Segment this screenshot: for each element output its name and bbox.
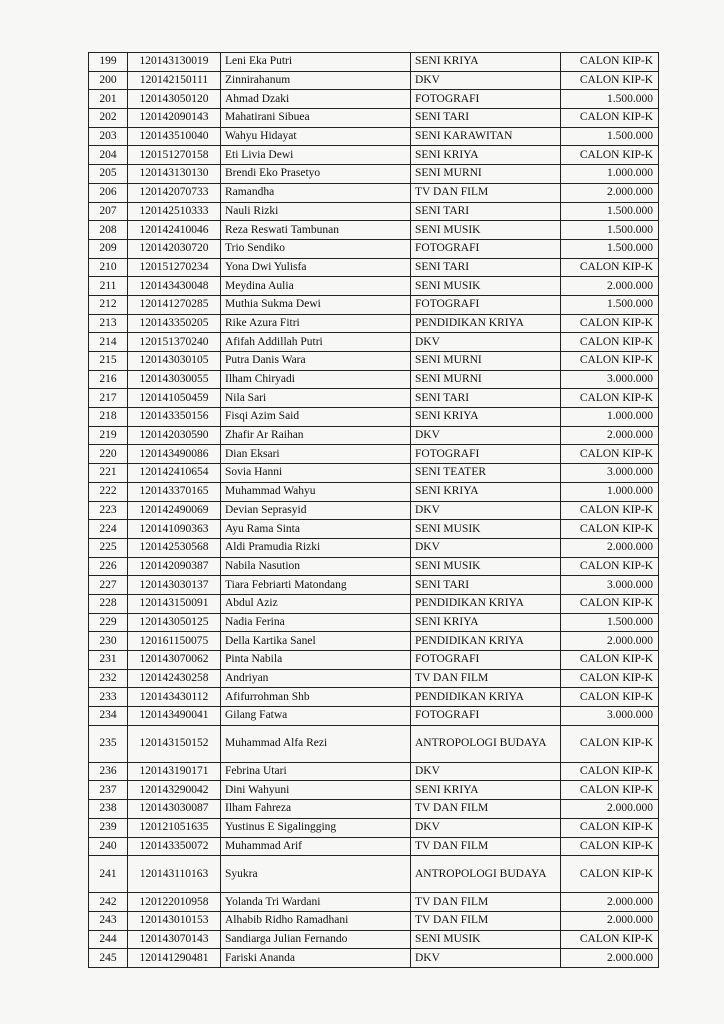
row-number-cell: 215 (89, 352, 128, 371)
table-row (89, 352, 659, 371)
program-cell: FOTOGRAFI (411, 295, 561, 314)
program-cell: SENI TEATER (411, 464, 561, 483)
student-id-cell: 120142490069 (128, 501, 221, 520)
amount-cell: 1.500.000 (561, 221, 659, 240)
amount-cell: 3.000.000 (561, 707, 659, 726)
program-cell: SENI KRIYA (411, 613, 561, 632)
amount-cell: CALON KIP-K (561, 557, 659, 576)
student-id-cell: 120141050459 (128, 389, 221, 408)
student-name-cell: Ahmad Dzaki (221, 90, 411, 109)
student-name-cell: Ayu Rama Sinta (221, 520, 411, 539)
student-id-cell: 120143430048 (128, 277, 221, 296)
program-cell: SENI MUSIK (411, 277, 561, 296)
student-id-cell: 120143490086 (128, 445, 221, 464)
table-row (89, 651, 659, 670)
row-number-cell: 201 (89, 90, 128, 109)
row-number-cell: 241 (89, 856, 128, 893)
student-id-cell: 120143110163 (128, 856, 221, 893)
student-name-cell: Muhammad Arif (221, 837, 411, 856)
row-number-cell: 238 (89, 800, 128, 819)
row-number-cell: 204 (89, 146, 128, 165)
row-number-cell: 244 (89, 930, 128, 949)
student-name-cell: Yolanda Tri Wardani (221, 893, 411, 912)
student-id-cell: 120151370240 (128, 333, 221, 352)
row-number-cell: 205 (89, 165, 128, 184)
student-name-cell: Dian Eksari (221, 445, 411, 464)
student-id-cell: 120143290042 (128, 781, 221, 800)
student-name-cell: Febrina Utari (221, 762, 411, 781)
student-id-cell: 120143350156 (128, 408, 221, 427)
student-id-cell: 120122010958 (128, 893, 221, 912)
table-row (89, 576, 659, 595)
program-cell: TV DAN FILM (411, 800, 561, 819)
program-cell: FOTOGRAFI (411, 90, 561, 109)
row-number-cell: 221 (89, 464, 128, 483)
amount-cell: 1.500.000 (561, 239, 659, 258)
table-row (89, 146, 659, 165)
program-cell: SENI MUSIK (411, 221, 561, 240)
row-number-cell: 216 (89, 370, 128, 389)
table-row (89, 725, 659, 762)
student-id-cell: 120143350205 (128, 314, 221, 333)
program-cell: FOTOGRAFI (411, 239, 561, 258)
student-id-cell: 120143130019 (128, 53, 221, 72)
amount-cell: 2.000.000 (561, 538, 659, 557)
student-id-cell: 120151270158 (128, 146, 221, 165)
amount-cell: 2.000.000 (561, 277, 659, 296)
table-row (89, 707, 659, 726)
student-id-cell: 120142430258 (128, 669, 221, 688)
table-row (89, 800, 659, 819)
table-row (89, 538, 659, 557)
row-number-cell: 218 (89, 408, 128, 427)
table-row (89, 445, 659, 464)
amount-cell: CALON KIP-K (561, 688, 659, 707)
amount-cell: CALON KIP-K (561, 109, 659, 128)
student-name-cell: Aldi Pramudia Rizki (221, 538, 411, 557)
program-cell: DKV (411, 333, 561, 352)
table-row (89, 370, 659, 389)
row-number-cell: 212 (89, 295, 128, 314)
student-id-cell: 120142150111 (128, 71, 221, 90)
row-number-cell: 202 (89, 109, 128, 128)
program-cell: SENI MUSIK (411, 557, 561, 576)
amount-cell: CALON KIP-K (561, 930, 659, 949)
amount-cell: 1.500.000 (561, 90, 659, 109)
row-number-cell: 245 (89, 949, 128, 968)
student-name-cell: Devian Seprasyid (221, 501, 411, 520)
program-cell: DKV (411, 71, 561, 90)
row-number-cell: 222 (89, 482, 128, 501)
row-number-cell: 229 (89, 613, 128, 632)
row-number-cell: 239 (89, 818, 128, 837)
student-name-cell: Ilham Fahreza (221, 800, 411, 819)
student-name-cell: Yona Dwi Yulisfa (221, 258, 411, 277)
amount-cell: CALON KIP-K (561, 71, 659, 90)
student-table (88, 52, 659, 968)
amount-cell: 1.000.000 (561, 165, 659, 184)
student-name-cell: Zinnirahanum (221, 71, 411, 90)
student-name-cell: Muhammad Wahyu (221, 482, 411, 501)
student-name-cell: Nabila Nasution (221, 557, 411, 576)
amount-cell: CALON KIP-K (561, 818, 659, 837)
row-number-cell: 237 (89, 781, 128, 800)
program-cell: SENI TARI (411, 202, 561, 221)
row-number-cell: 211 (89, 277, 128, 296)
amount-cell: CALON KIP-K (561, 594, 659, 613)
student-name-cell: Syukra (221, 856, 411, 893)
program-cell: SENI TARI (411, 109, 561, 128)
student-id-cell: 120151270234 (128, 258, 221, 277)
row-number-cell: 234 (89, 707, 128, 726)
table-row (89, 333, 659, 352)
student-id-cell: 120143130130 (128, 165, 221, 184)
student-name-cell: Sovia Hanni (221, 464, 411, 483)
amount-cell: 3.000.000 (561, 370, 659, 389)
table-row (89, 53, 659, 72)
student-name-cell: Pinta Nabila (221, 651, 411, 670)
table-row (89, 90, 659, 109)
student-id-cell: 120142090143 (128, 109, 221, 128)
row-number-cell: 235 (89, 725, 128, 762)
student-name-cell: Ilham Chiryadi (221, 370, 411, 389)
table-row (89, 856, 659, 893)
amount-cell: CALON KIP-K (561, 333, 659, 352)
table-row (89, 464, 659, 483)
row-number-cell: 206 (89, 183, 128, 202)
student-name-cell: Afifah Addillah Putri (221, 333, 411, 352)
table-row (89, 426, 659, 445)
student-name-cell: Eti Livia Dewi (221, 146, 411, 165)
amount-cell: 1.500.000 (561, 613, 659, 632)
program-cell: DKV (411, 426, 561, 445)
amount-cell: CALON KIP-K (561, 837, 659, 856)
student-id-cell: 120143150091 (128, 594, 221, 613)
program-cell: SENI KRIYA (411, 53, 561, 72)
row-number-cell: 242 (89, 893, 128, 912)
student-name-cell: Fisqi Azim Said (221, 408, 411, 427)
row-number-cell: 199 (89, 53, 128, 72)
amount-cell: 1.500.000 (561, 127, 659, 146)
student-id-cell: 120143030055 (128, 370, 221, 389)
student-name-cell: Fariski Ananda (221, 949, 411, 968)
student-id-cell: 120143030105 (128, 352, 221, 371)
amount-cell: 1.000.000 (561, 482, 659, 501)
amount-cell: 1.000.000 (561, 408, 659, 427)
student-id-cell: 120142530568 (128, 538, 221, 557)
program-cell: DKV (411, 818, 561, 837)
amount-cell: 1.500.000 (561, 202, 659, 221)
program-cell: SENI MUSIK (411, 930, 561, 949)
student-id-cell: 120143190171 (128, 762, 221, 781)
student-name-cell: Nadia Ferina (221, 613, 411, 632)
table-row (89, 893, 659, 912)
table-row (89, 837, 659, 856)
student-name-cell: Dini Wahyuni (221, 781, 411, 800)
amount-cell: 3.000.000 (561, 464, 659, 483)
row-number-cell: 200 (89, 71, 128, 90)
program-cell: FOTOGRAFI (411, 445, 561, 464)
program-cell: SENI TARI (411, 576, 561, 595)
student-id-cell: 120143350072 (128, 837, 221, 856)
table-row (89, 239, 659, 258)
amount-cell: 3.000.000 (561, 576, 659, 595)
amount-cell: 1.500.000 (561, 295, 659, 314)
amount-cell: 2.000.000 (561, 911, 659, 930)
program-cell: FOTOGRAFI (411, 651, 561, 670)
student-name-cell: Putra Danis Wara (221, 352, 411, 371)
student-name-cell: Reza Reswati Tambunan (221, 221, 411, 240)
table-row (89, 762, 659, 781)
student-id-cell: 120143490041 (128, 707, 221, 726)
table-row (89, 501, 659, 520)
student-name-cell: Meydina Aulia (221, 277, 411, 296)
program-cell: PENDIDIKAN KRIYA (411, 594, 561, 613)
row-number-cell: 243 (89, 911, 128, 930)
student-name-cell: Zhafir Ar Raihan (221, 426, 411, 445)
table-row (89, 594, 659, 613)
program-cell: TV DAN FILM (411, 911, 561, 930)
row-number-cell: 231 (89, 651, 128, 670)
table-row (89, 408, 659, 427)
student-id-cell: 120143430112 (128, 688, 221, 707)
amount-cell: CALON KIP-K (561, 258, 659, 277)
row-number-cell: 232 (89, 669, 128, 688)
row-number-cell: 228 (89, 594, 128, 613)
amount-cell: 2.000.000 (561, 800, 659, 819)
amount-cell: CALON KIP-K (561, 501, 659, 520)
student-id-cell: 120141270285 (128, 295, 221, 314)
student-name-cell: Nauli Rizki (221, 202, 411, 221)
program-cell: SENI KRIYA (411, 781, 561, 800)
student-name-cell: Mahatirani Sibuea (221, 109, 411, 128)
amount-cell: 2.000.000 (561, 949, 659, 968)
table-row (89, 127, 659, 146)
student-name-cell: Afifurrohman Shb (221, 688, 411, 707)
program-cell: DKV (411, 501, 561, 520)
row-number-cell: 225 (89, 538, 128, 557)
student-id-cell: 120143030087 (128, 800, 221, 819)
student-id-cell: 120161150075 (128, 632, 221, 651)
student-name-cell: Rike Azura Fitri (221, 314, 411, 333)
row-number-cell: 219 (89, 426, 128, 445)
student-name-cell: Della Kartika Sanel (221, 632, 411, 651)
row-number-cell: 233 (89, 688, 128, 707)
program-cell: SENI TARI (411, 258, 561, 277)
table-row (89, 109, 659, 128)
student-name-cell: Andriyan (221, 669, 411, 688)
program-cell: TV DAN FILM (411, 837, 561, 856)
amount-cell: CALON KIP-K (561, 781, 659, 800)
student-name-cell: Gilang Fatwa (221, 707, 411, 726)
student-name-cell: Muhammad Alfa Rezi (221, 725, 411, 762)
student-name-cell: Muthia Sukma Dewi (221, 295, 411, 314)
student-id-cell: 120143510040 (128, 127, 221, 146)
student-id-cell: 120142070733 (128, 183, 221, 202)
table-body (89, 53, 659, 968)
table-row (89, 221, 659, 240)
student-id-cell: 120143030137 (128, 576, 221, 595)
program-cell: TV DAN FILM (411, 183, 561, 202)
table-row (89, 930, 659, 949)
row-number-cell: 207 (89, 202, 128, 221)
amount-cell: CALON KIP-K (561, 53, 659, 72)
program-cell: SENI MURNI (411, 165, 561, 184)
amount-cell: CALON KIP-K (561, 762, 659, 781)
amount-cell: 2.000.000 (561, 632, 659, 651)
program-cell: DKV (411, 762, 561, 781)
table-row (89, 165, 659, 184)
student-name-cell: Ramandha (221, 183, 411, 202)
table-row (89, 277, 659, 296)
program-cell: PENDIDIKAN KRIYA (411, 688, 561, 707)
row-number-cell: 209 (89, 239, 128, 258)
amount-cell: CALON KIP-K (561, 146, 659, 165)
student-id-cell: 120142030590 (128, 426, 221, 445)
student-id-cell: 120143070143 (128, 930, 221, 949)
program-cell: DKV (411, 538, 561, 557)
student-id-cell: 120142510333 (128, 202, 221, 221)
program-cell: ANTROPOLOGI BUDAYA (411, 856, 561, 893)
program-cell: PENDIDIKAN KRIYA (411, 632, 561, 651)
table-row (89, 389, 659, 408)
student-id-cell: 120121051635 (128, 818, 221, 837)
table-row (89, 314, 659, 333)
program-cell: DKV (411, 949, 561, 968)
row-number-cell: 230 (89, 632, 128, 651)
student-name-cell: Sandiarga Julian Fernando (221, 930, 411, 949)
student-id-cell: 120143370165 (128, 482, 221, 501)
student-name-cell: Abdul Aziz (221, 594, 411, 613)
student-id-cell: 120142090387 (128, 557, 221, 576)
student-name-cell: Tiara Febriarti Matondang (221, 576, 411, 595)
amount-cell: CALON KIP-K (561, 352, 659, 371)
row-number-cell: 210 (89, 258, 128, 277)
table-row (89, 520, 659, 539)
student-id-cell: 120142410654 (128, 464, 221, 483)
table-row (89, 949, 659, 968)
row-number-cell: 227 (89, 576, 128, 595)
table-row (89, 295, 659, 314)
amount-cell: CALON KIP-K (561, 389, 659, 408)
program-cell: SENI TARI (411, 389, 561, 408)
table-row (89, 613, 659, 632)
student-id-cell: 120143010153 (128, 911, 221, 930)
amount-cell: CALON KIP-K (561, 669, 659, 688)
row-number-cell: 220 (89, 445, 128, 464)
table-row (89, 781, 659, 800)
table-row (89, 482, 659, 501)
program-cell: SENI KRIYA (411, 146, 561, 165)
table-row (89, 688, 659, 707)
row-number-cell: 213 (89, 314, 128, 333)
student-name-cell: Wahyu Hidayat (221, 127, 411, 146)
amount-cell: 2.000.000 (561, 183, 659, 202)
row-number-cell: 217 (89, 389, 128, 408)
row-number-cell: 236 (89, 762, 128, 781)
row-number-cell: 223 (89, 501, 128, 520)
amount-cell: CALON KIP-K (561, 725, 659, 762)
row-number-cell: 203 (89, 127, 128, 146)
student-id-cell: 120142030720 (128, 239, 221, 258)
student-name-cell: Trio Sendiko (221, 239, 411, 258)
program-cell: ANTROPOLOGI BUDAYA (411, 725, 561, 762)
table-row (89, 71, 659, 90)
student-id-cell: 120141290481 (128, 949, 221, 968)
amount-cell: CALON KIP-K (561, 445, 659, 464)
program-cell: TV DAN FILM (411, 669, 561, 688)
student-id-cell: 120143070062 (128, 651, 221, 670)
amount-cell: 2.000.000 (561, 426, 659, 445)
student-id-cell: 120143150152 (128, 725, 221, 762)
amount-cell: CALON KIP-K (561, 520, 659, 539)
program-cell: SENI KRIYA (411, 482, 561, 501)
row-number-cell: 214 (89, 333, 128, 352)
amount-cell: CALON KIP-K (561, 314, 659, 333)
amount-cell: CALON KIP-K (561, 651, 659, 670)
student-id-cell: 120143050125 (128, 613, 221, 632)
student-name-cell: Yustinus E Sigalingging (221, 818, 411, 837)
student-id-cell: 120143050120 (128, 90, 221, 109)
program-cell: FOTOGRAFI (411, 707, 561, 726)
table-row (89, 818, 659, 837)
student-id-cell: 120142410046 (128, 221, 221, 240)
program-cell: PENDIDIKAN KRIYA (411, 314, 561, 333)
row-number-cell: 224 (89, 520, 128, 539)
program-cell: SENI MURNI (411, 352, 561, 371)
student-name-cell: Alhabib Ridho Ramadhani (221, 911, 411, 930)
table-row (89, 183, 659, 202)
table-row (89, 258, 659, 277)
program-cell: SENI KARAWITAN (411, 127, 561, 146)
amount-cell: CALON KIP-K (561, 856, 659, 893)
table-row (89, 557, 659, 576)
table-row (89, 632, 659, 651)
student-name-cell: Brendi Eko Prasetyo (221, 165, 411, 184)
row-number-cell: 208 (89, 221, 128, 240)
program-cell: TV DAN FILM (411, 893, 561, 912)
program-cell: SENI MURNI (411, 370, 561, 389)
table-row (89, 202, 659, 221)
student-name-cell: Leni Eka Putri (221, 53, 411, 72)
row-number-cell: 226 (89, 557, 128, 576)
table-row (89, 911, 659, 930)
student-name-cell: Nila Sari (221, 389, 411, 408)
program-cell: SENI MUSIK (411, 520, 561, 539)
table-row (89, 669, 659, 688)
program-cell: SENI KRIYA (411, 408, 561, 427)
student-id-cell: 120141090363 (128, 520, 221, 539)
amount-cell: 2.000.000 (561, 893, 659, 912)
row-number-cell: 240 (89, 837, 128, 856)
